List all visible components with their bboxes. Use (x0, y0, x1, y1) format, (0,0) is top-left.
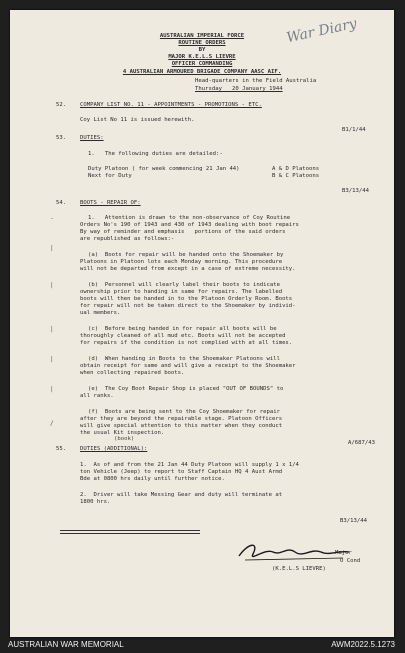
para-e-line: (e) The Coy Boot Repair Shop is placed "OUT OF BOUNDS" to (88, 386, 284, 392)
next-duty-value: B & C Platoons (272, 173, 320, 179)
item-55-number: 55. (56, 446, 67, 452)
para-1-line: 1. Attention is drawn to the non-observance of Coy Routine (88, 215, 291, 221)
para-c-line: (c) Before being handed in for repair all boots will be (88, 326, 277, 332)
item-53-title: DUTIES: (80, 135, 104, 141)
para-d-line: obtain receipt for same and will give a receipt to the Shoemaker (80, 363, 296, 369)
para-a-line: Platoons in Platoon lots each Monday morning. This procedure (80, 259, 283, 265)
item-55-title: DUTIES (ADDITIONAL): (80, 446, 148, 452)
header-force: AUSTRALIAN IMPERIAL FORCE (159, 33, 245, 39)
header-officer: OFFICER COMMANDING (171, 61, 233, 67)
item-52-text: Coy List No 11 is issued herewith. (80, 117, 195, 123)
item-54-title: BOOTS - REPAIR OF: (80, 200, 141, 206)
header-place: Head-quarters in the Field Australia (195, 78, 317, 84)
margin-tick: | (50, 245, 54, 252)
footer-accession: AWM2022.5.1273 (331, 640, 395, 649)
para-f-line: the usual Kit inspection. (80, 430, 165, 436)
duty-platoon-label: Duty Platoon ( for week commencing 21 Jan 44) (88, 166, 240, 172)
item-53-ref: B3/13/44 (342, 188, 369, 194)
para-b-line: (b) Personnel will clearly label their boots to indicate (88, 282, 280, 288)
header-major: MAJOR K.E.L.S LIEVRE (168, 54, 236, 60)
header-routine-orders: ROUTINE ORDERS (178, 40, 226, 46)
para-55-2-line: 1800 hrs. (80, 499, 111, 505)
para-c-line: thoroughly cleaned of all mud etc. Boots will not be accepted (80, 333, 286, 339)
handwritten-war-diary: War Diary (285, 15, 359, 47)
item-52-title: COMPANY LIST NO. 11 - APPOINTMENTS - PROMOTIONS - ETC. (80, 102, 262, 108)
header-by: BY (198, 47, 206, 53)
duty-platoon-value: A & D Platoons (272, 166, 320, 172)
para-f-line: (f) Boots are being sent to the Coy Shoemaker for repair (88, 409, 280, 415)
para-a-line: (a) Boots for repair will be handed onto the Shoemaker by (88, 252, 284, 258)
margin-tick: | (50, 356, 54, 363)
para-f-line: will give special attention to this matter when they conduct (80, 423, 283, 429)
margin-tick: | (50, 386, 54, 393)
item-53-number: 53. (56, 135, 67, 141)
margin-tick: | (50, 326, 54, 333)
header-unit: 4 AUSTRALIAN ARMOURED BRIGADE COMPANY AASC AIF. (122, 69, 282, 75)
para-b-line: for repair will not be taken direct to the Shoemaker by individ- (80, 303, 296, 309)
separator-line (60, 530, 200, 531)
para-1-line: are republished as follows:- (80, 236, 175, 242)
para-1-line: By way of reminder and emphasis portions of the said orders (80, 229, 286, 235)
margin-tick: | (50, 282, 54, 289)
para-55-2-line: 2. Driver will take Messing Gear and duty will terminate at (80, 492, 283, 498)
para-55-1-line: ton Vehicle (Jeep) to report to Staff Captain HQ 4 Aust Armd (80, 469, 283, 475)
margin-tick: / (50, 420, 54, 427)
para-b-line: ual members. (80, 310, 121, 316)
header-date: Thursday 20 January 1944 (195, 86, 283, 92)
para-c-line: for repairs if the condition is not complied with at all times. (80, 340, 293, 346)
para-d-line: when collecting repaired boots. (80, 370, 185, 376)
handwritten-book-note: (book) (114, 436, 135, 442)
next-duty-label: Next for Duty (88, 173, 132, 179)
para-55-1-line: Bde at 0800 hrs daily until further notice. (80, 476, 225, 482)
separator-line (60, 533, 200, 534)
margin-tick: - (50, 215, 54, 222)
item-52-number: 52. (56, 102, 67, 108)
item-53-text: 1. The following duties are detailed:- (88, 151, 223, 157)
para-f-line: after they are beyond the repairable stage. Platoon Officers (80, 416, 283, 422)
para-e-line: all ranks. (80, 393, 114, 399)
para-1-line: Orders No's 190 of 1943 and 430 of 1943 dealing with boot repairs (80, 222, 299, 228)
para-b-line: boots will then be handed in to the Platoon Orderly Room. Boots (80, 296, 293, 302)
para-a-line: will not be departed from except in a case of extreme necessity. (80, 266, 296, 272)
footer-institution: AUSTRALIAN WAR MEMORIAL (8, 640, 124, 649)
item-54-ref: A/687/43 (348, 440, 375, 446)
item-54-number: 54. (56, 200, 67, 206)
para-55-1-line: 1. As of and from the 21 Jan 44 Duty Platoon will supply 1 x 1/4 (80, 462, 299, 468)
item-55-ref: B3/13/44 (340, 518, 367, 524)
para-d-line: (d) When handing in Boots to the Shoemaker Platoons will (88, 356, 280, 362)
signature-role: O Cond (340, 558, 361, 564)
para-b-line: ownership prior to handing in same for repairs. The labelled (80, 289, 283, 295)
document-page (10, 10, 394, 637)
signature-rank: Major (335, 550, 352, 556)
signature-name: (K.E.L.S LIEVRE) (272, 566, 326, 572)
item-52-ref: B1/1/44 (342, 127, 366, 133)
